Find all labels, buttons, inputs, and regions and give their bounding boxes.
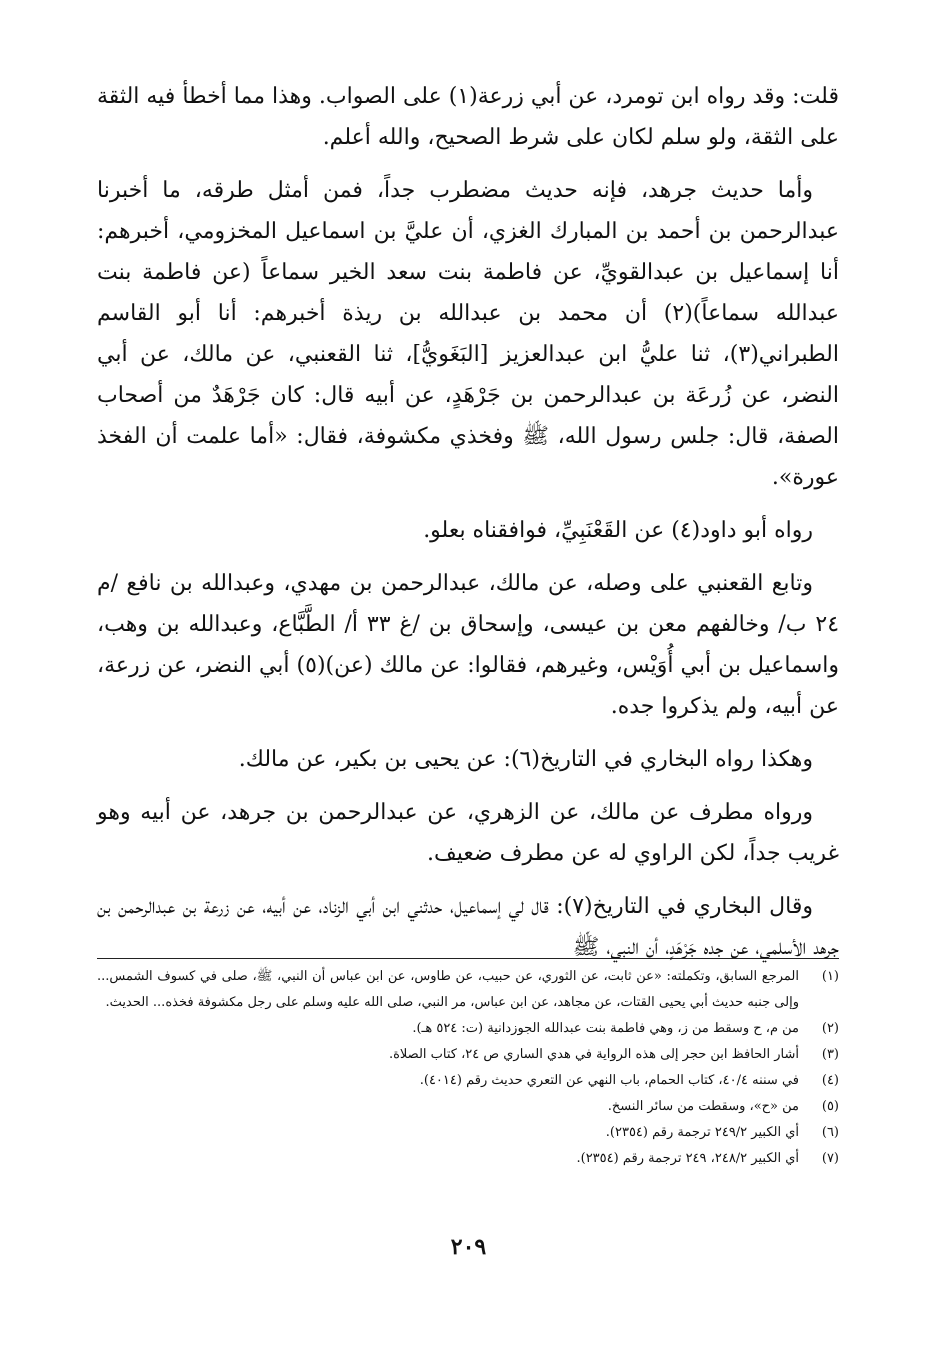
paragraph: رواه أبو داود(٤) عن القَعْنَبِيِّ، فوافقناه بعلو. bbox=[423, 518, 813, 543]
paragraph: وهكذا رواه البخاري في التاريخ(٦): عن يحيى بن بكير، عن مالك. bbox=[238, 747, 813, 772]
footnote bbox=[97, 1146, 839, 1172]
footnote-number: (١) bbox=[821, 969, 839, 984]
paragraph: وقال البخاري في التاريخ(٧): قال لي إسماعيل، حدثني ابن أبي الزناد، عن أبيه، عن زرعة بن عبدالرحمن بن جرهد الأسلمي، عن جده جَرْهَدٍ، أن النبي، ﷺ bbox=[97, 894, 839, 960]
paragraph: وأما حديث جرهد، فإنه حديث مضطرب جداً، فمن أمثل طرقه، ما أخبرنا عبدالرحمن بن أحمد بن المبارك الغزي، أن عليَّ بن اسماعيل المخزومي، أخبرهم: أنا إسماعيل بن عبدالقويِّ، عن فاطمة بنت سعد الخير سماعاً (عن فاطمة بنت عبدالله سماعاً)(٢) أن محمد بن عبدالله بن ريذة أخبرهم: أنا أبو القاسم الطبراني(٣)، ثنا عليُّ ابن عبدالعزيز [البَغَويُّ]، ثنا القعنبي، عن مالك، عن أبي النضر، عن زُرعَة بن عبدالرحمن بن جَرْهَدٍ، عن أبيه قال: كان جَرْهَدٌ من أصحاب الصفة، قال: جلس رسول الله، ﷺ وفخذي مكشوفة، فقال: «أما علمت أن الفخذ عورة». bbox=[97, 178, 839, 490]
footnotes bbox=[97, 964, 839, 1172]
footnote-divider bbox=[97, 958, 839, 959]
footnote-text: أشار الحافظ ابن حجر إلى هذه الرواية في هدي الساري ص ٢٤، كتاب الصلاة. bbox=[388, 1047, 799, 1062]
footnote-number: (٣) bbox=[821, 1047, 839, 1062]
footnote bbox=[97, 1120, 839, 1146]
footnote-text: في سننه ٤٠/٤، كتاب الحمام، باب النهي عن التعري حديث رقم (٤٠١٤). bbox=[419, 1073, 799, 1088]
footnote bbox=[97, 964, 839, 1016]
footnote-text: من «ح»، وسقطت من سائر النسخ. bbox=[607, 1099, 799, 1114]
footnote-text: من م، ح وسقط من ز، وهي فاطمة بنت عبدالله الجوزدانية (ت: ٥٢٤ هـ). bbox=[412, 1021, 799, 1036]
footnote bbox=[97, 1016, 839, 1042]
footnote-number: (٢) bbox=[821, 1021, 839, 1036]
footnote-number: (٤) bbox=[821, 1073, 839, 1088]
footnote bbox=[97, 1042, 839, 1068]
footnote bbox=[97, 1068, 839, 1094]
paragraph: ورواه مطرف عن مالك، عن الزهري، عن عبدالرحمن بن جرهد، عن أبيه وهو غريب جداً، لكن الراوي له عن مطرف ضعيف. bbox=[97, 800, 839, 866]
footnote bbox=[97, 1094, 839, 1120]
footnote-text: أي الكبير ٢٤٨/٢، ٢٤٩ ترجمة رقم (٢٣٥٤). bbox=[576, 1151, 799, 1166]
footnote-number: (٥) bbox=[821, 1099, 839, 1114]
page-number: ٢٠٩ bbox=[450, 1234, 487, 1260]
footnote-text: المرجع السابق، وتكملته: «عن ثابت، عن الثوري، عن حبيب، عن طاوس، عن ابن عباس أن النبي، ﷺ، صلى في كسوف الشمس... وإلى جنبه حديث أبي يحيى القتات، عن مجاهد، عن ابن عباس، مر النبي، صلى الله عليه وسلم على رجل مكشوفة فخذه... الحديث. bbox=[97, 969, 799, 1010]
footnote-number: (٧) bbox=[821, 1151, 839, 1166]
paragraph: قلت: وقد رواه ابن تومرد، عن أبي زرعة(١) على الصواب. وهذا مما أخطأ فيه الثقة على الثقة، ولو سلم لكان على شرط الصحيح، والله أعلم. bbox=[97, 84, 839, 150]
main-text bbox=[97, 76, 839, 980]
paragraph: وتابع القعنبي على وصله، عن مالك، عبدالرحمن بن مهدي، وعبدالله بن نافع /م ٢٤ ب/ وخالفهم معن بن عيسى، وإسحاق بن /غ ٣٣ أ/ الطَّبَّاع، وعبدالله بن وهب، واسماعيل بن أبي أُوَيْس، وغيرهم، فقالوا: عن مالك (عن)(٥) أبي النضر، عن زرعة، عن أبيه، ولم يذكروا جده. bbox=[97, 571, 840, 719]
footnote-text: أي الكبير ٢٤٩/٢ ترجمة رقم (٢٣٥٤). bbox=[605, 1125, 799, 1140]
footnote-number: (٦) bbox=[821, 1125, 839, 1140]
